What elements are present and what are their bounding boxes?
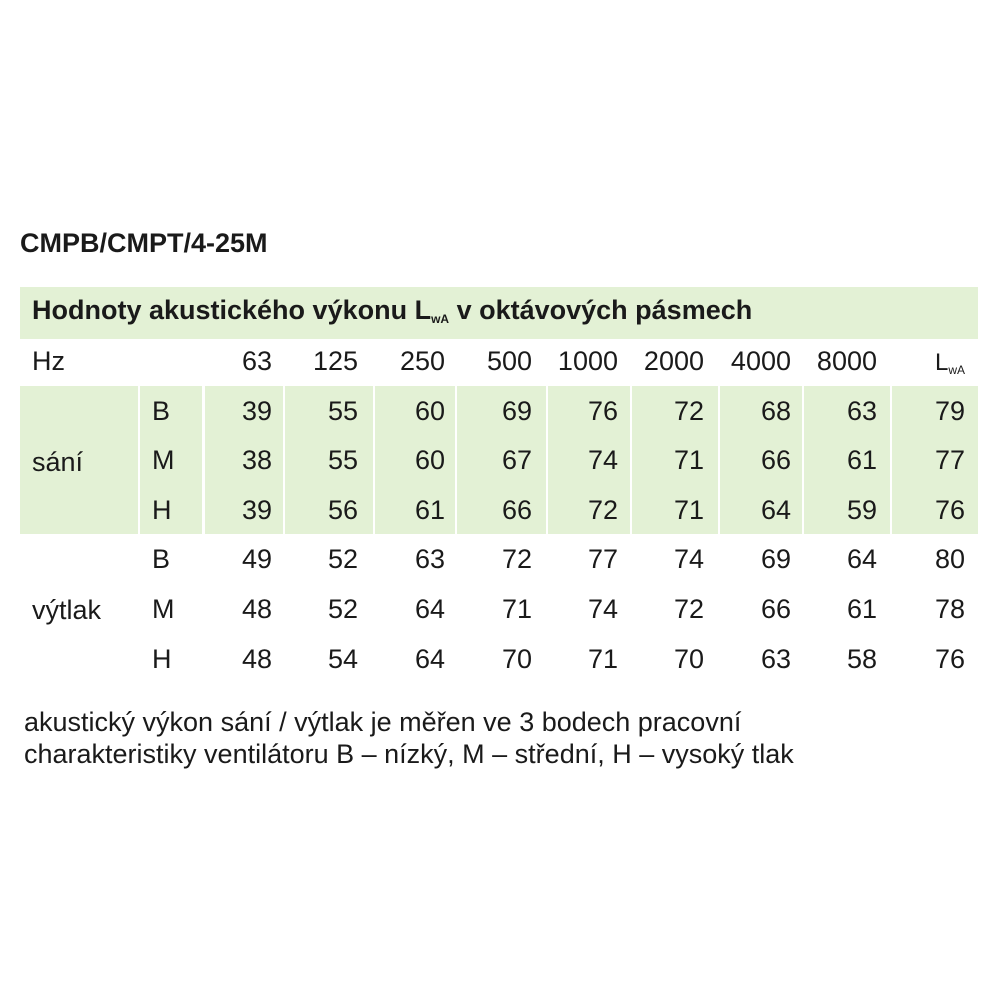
table-cell-total: 76 xyxy=(934,644,965,674)
table-cell: 48 xyxy=(241,644,272,674)
table-cell: 64 xyxy=(414,594,445,624)
table-cell: 74 xyxy=(673,544,704,574)
table-cell: 39 xyxy=(241,495,272,525)
model-title: CMPB/CMPT/4-25M xyxy=(20,228,268,258)
total-header-main: L xyxy=(934,349,949,376)
table-cell: 69 xyxy=(501,396,532,426)
table-cell: 74 xyxy=(587,594,618,624)
operating-point-label: B xyxy=(152,544,171,574)
table-cell: 59 xyxy=(846,495,877,525)
table-cell: 60 xyxy=(414,445,445,475)
table-cell-total: 76 xyxy=(934,495,965,525)
operating-point-label: M xyxy=(152,445,175,475)
table-cell: 55 xyxy=(327,445,358,475)
table-cell: 63 xyxy=(414,544,445,574)
table-header-band xyxy=(20,287,978,339)
table-cell: 56 xyxy=(327,495,358,525)
table-cell: 52 xyxy=(327,544,358,574)
table-cell: 63 xyxy=(846,396,877,426)
table-cell: 63 xyxy=(760,644,791,674)
table-cell-total: 77 xyxy=(934,445,965,475)
header-sub: wA xyxy=(431,312,450,326)
table-cell: 64 xyxy=(414,644,445,674)
section-label: sání xyxy=(32,447,84,477)
footnote-line-1: akustický výkon sání / výtlak je měřen ve 3 bodech pracovní xyxy=(24,707,742,737)
total-header-sub: wA xyxy=(948,363,965,377)
table-cell-total: 78 xyxy=(934,594,965,624)
table-cell-total: 80 xyxy=(934,544,965,574)
table-cell: 39 xyxy=(241,396,272,426)
table-cell: 66 xyxy=(501,495,532,525)
table-cell: 72 xyxy=(501,544,532,574)
table-cell: 49 xyxy=(241,544,272,574)
table-cell: 64 xyxy=(760,495,791,525)
table-cell: 74 xyxy=(587,445,618,475)
table-cell: 71 xyxy=(673,445,704,475)
table-cell: 69 xyxy=(760,544,791,574)
freq-header-125: 125 xyxy=(312,346,358,376)
operating-point-label: H xyxy=(152,495,172,525)
freq-header-63: 63 xyxy=(241,346,272,376)
operating-point-label: B xyxy=(152,396,171,426)
table-cell: 48 xyxy=(241,594,272,624)
table-cell: 54 xyxy=(327,644,358,674)
table-cell: 70 xyxy=(501,644,532,674)
table-cell: 68 xyxy=(760,396,791,426)
table-cell: 72 xyxy=(673,594,704,624)
freq-header-8000: 8000 xyxy=(816,346,877,376)
table-cell: 71 xyxy=(501,594,532,624)
table-cell: 64 xyxy=(846,544,877,574)
freq-unit-label: Hz xyxy=(32,346,65,376)
table-cell: 52 xyxy=(327,594,358,624)
table-cell: 76 xyxy=(587,396,618,426)
table-cell: 71 xyxy=(673,495,704,525)
section-label: výtlak xyxy=(32,595,102,625)
table-cell: 60 xyxy=(414,396,445,426)
table-cell: 72 xyxy=(587,495,618,525)
table-cell: 70 xyxy=(673,644,704,674)
table-cell: 61 xyxy=(846,445,877,475)
operating-point-label: M xyxy=(152,594,175,624)
table-cell: 38 xyxy=(241,445,272,475)
header-main: Hodnoty akustického výkonu L xyxy=(32,295,432,325)
table-cell: 58 xyxy=(846,644,877,674)
freq-header-1000: 1000 xyxy=(557,346,618,376)
footnote xyxy=(24,706,974,770)
table-cell: 66 xyxy=(760,445,791,475)
table-cell: 61 xyxy=(414,495,445,525)
table-cell: 61 xyxy=(846,594,877,624)
operating-point-label: H xyxy=(152,644,172,674)
freq-header-2000: 2000 xyxy=(643,346,704,376)
table-cell: 67 xyxy=(501,445,532,475)
total-column-header xyxy=(855,338,965,388)
table-cell: 66 xyxy=(760,594,791,624)
table-cell: 71 xyxy=(587,644,618,674)
footnote-line-2: charakteristiky ventilátoru B – nízký, M – střední, H – vysoký tlak xyxy=(24,739,794,769)
table-cell: 72 xyxy=(673,396,704,426)
table-cell: 55 xyxy=(327,396,358,426)
header-rest: v oktávových pásmech xyxy=(449,295,753,325)
table-cell-total: 79 xyxy=(934,396,965,426)
table-cell: 77 xyxy=(587,544,618,574)
freq-header-250: 250 xyxy=(399,346,445,376)
freq-header-500: 500 xyxy=(486,346,532,376)
freq-header-4000: 4000 xyxy=(730,346,791,376)
table-header-text xyxy=(32,295,752,326)
